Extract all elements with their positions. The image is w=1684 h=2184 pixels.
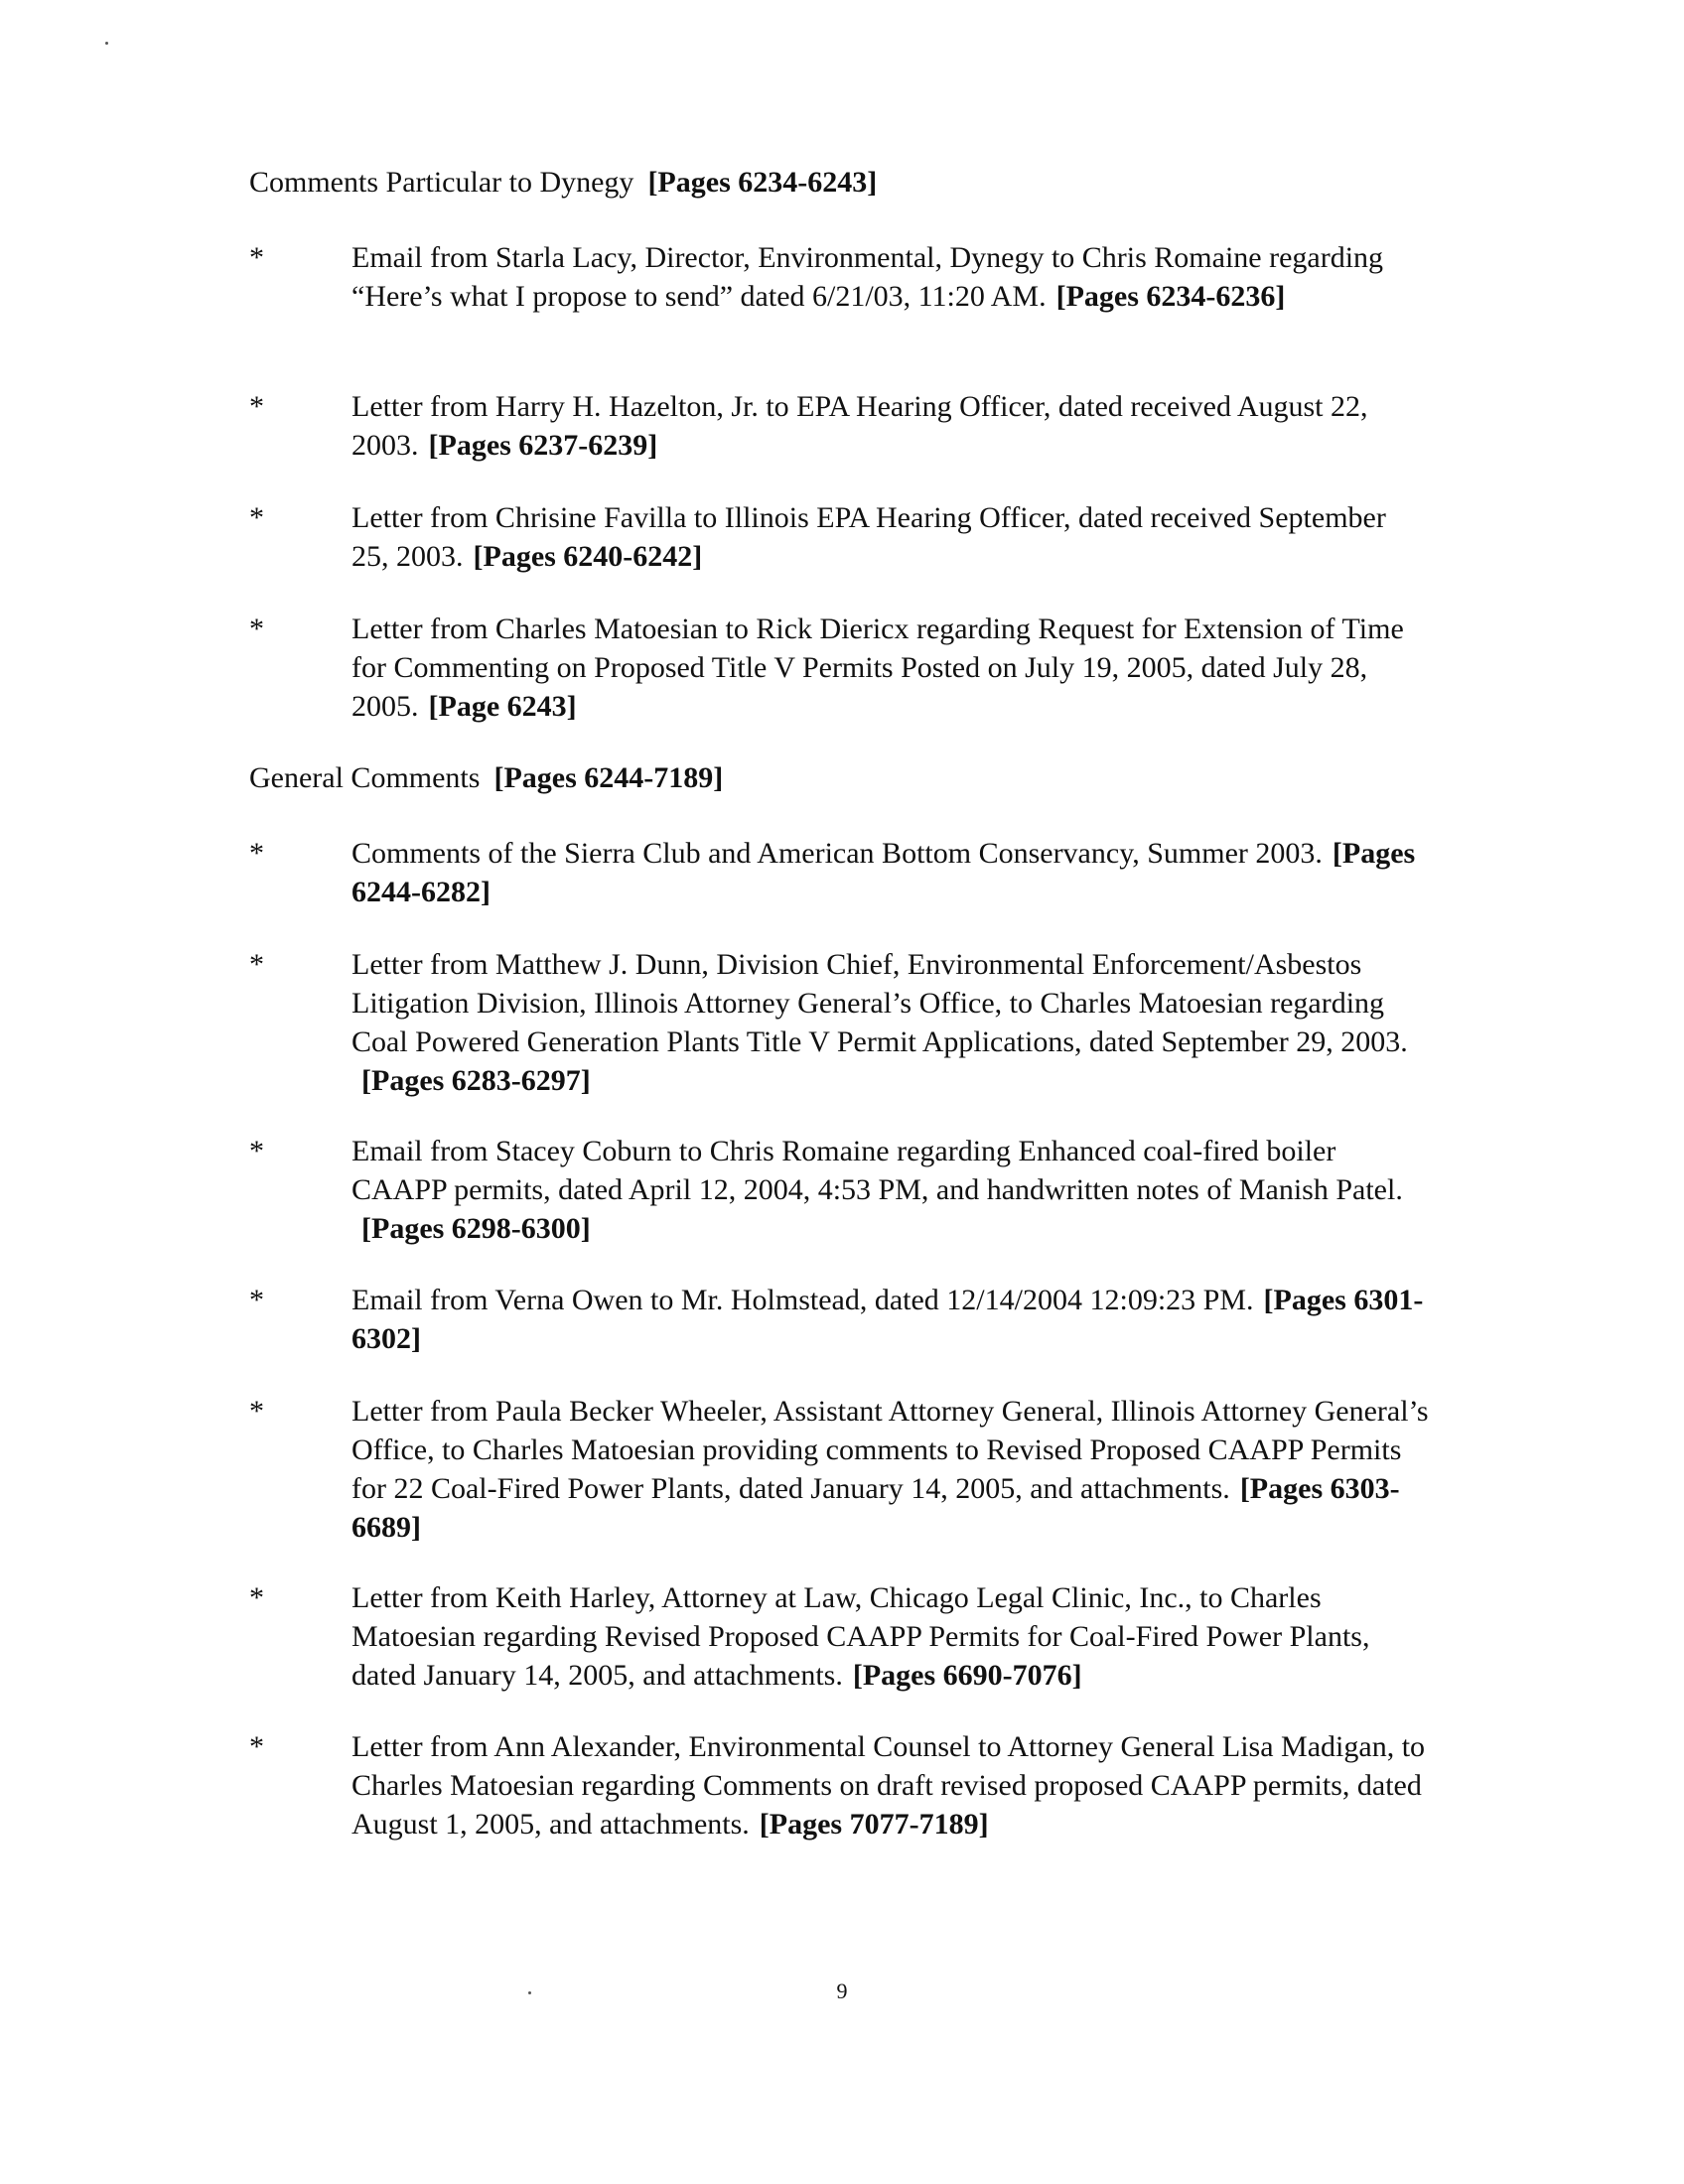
item-page-reference: [Pages 6303-6689] (351, 1472, 1400, 1544)
list-item-text (351, 1578, 1429, 1695)
bullet-asterisk: * (249, 1284, 264, 1316)
item-description: Comments of the Sierra Club and American Bottom Conservancy, Summer 2003. (351, 837, 1323, 870)
list-item-text (351, 1727, 1429, 1843)
list-item-text (351, 238, 1429, 316)
bullet-asterisk: * (249, 390, 264, 423)
section-heading-dynegy (249, 163, 877, 202)
page-number: 9 (836, 1979, 848, 2003)
bullet-asterisk: * (249, 1135, 264, 1167)
item-page-reference: [Page 6243] (428, 690, 577, 723)
scan-speck (105, 42, 108, 45)
item-page-reference: [Pages 6283-6297] (361, 1064, 591, 1097)
bullet-asterisk: * (249, 1730, 264, 1763)
item-description: Letter from Harry H. Hazelton, Jr. to EPA Hearing Officer, dated received August 22, 2003. (351, 390, 1368, 462)
section-heading-general (249, 758, 723, 797)
section-heading-text: Comments Particular to Dynegy (249, 166, 634, 199)
bullet-asterisk: * (249, 501, 264, 534)
item-description: Letter from Chrisine Favilla to Illinois EPA Hearing Officer, dated received September 25, 2003. (351, 501, 1386, 573)
list-item-text (351, 1281, 1429, 1358)
item-description: Letter from Charles Matoesian to Rick Diericx regarding Request for Extension of Time for Commenting on Proposed Title V Permits Posted on July 19, 2005, dated July 28, 2005. (351, 613, 1404, 723)
item-page-reference: [Pages 6240-6242] (473, 540, 703, 573)
section-page-reference: [Pages 6244-7189] (493, 761, 724, 794)
list-item-text (351, 1392, 1429, 1547)
item-description: Letter from Paula Becker Wheeler, Assistant Attorney General, Illinois Attorney General’s Office, to Charles Matoesian providing comments to Revised Proposed CAAPP Permits for 22 Coal-Fired Power Plants, dated January 14, 2005, and attachments. (351, 1395, 1429, 1505)
item-page-reference: [Pages 7077-7189] (759, 1808, 989, 1841)
bullet-asterisk: * (249, 1395, 264, 1428)
item-description: Email from Verna Owen to Mr. Holmstead, dated 12/14/2004 12:09:23 PM. (351, 1284, 1254, 1316)
scan-speck (528, 1991, 531, 1994)
list-item-text (351, 834, 1429, 911)
item-description: Letter from Ann Alexander, Environmental Counsel to Attorney General Lisa Madigan, to Charles Matoesian regarding Comments on draft revised proposed CAAPP permits, dated August 1, 2005, and attachments. (351, 1730, 1426, 1841)
list-item-text (351, 498, 1429, 576)
item-page-reference: [Pages 6244-6282] (351, 837, 1416, 908)
bullet-asterisk: * (249, 613, 264, 645)
section-page-reference: [Pages 6234-6243] (647, 166, 878, 199)
item-description: Letter from Keith Harley, Attorney at Law, Chicago Legal Clinic, Inc., to Charles Matoesian regarding Revised Proposed CAAPP Permits for Coal-Fired Power Plants, dated January 14, 2005, and attachments. (351, 1581, 1370, 1692)
list-item-text (351, 387, 1429, 465)
section-heading-text: General Comments (249, 761, 481, 794)
item-description: Letter from Matthew J. Dunn, Division Chief, Environmental Enforcement/Asbestos Litigation Division, Illinois Attorney General’s Office, to Charles Matoesian regarding Coal Powered Generation Plants Title V Permit Applications, dated September 29, 2003. (351, 948, 1408, 1058)
item-page-reference: [Pages 6298-6300] (361, 1212, 591, 1245)
item-page-reference: [Pages 6237-6239] (428, 429, 658, 462)
bullet-asterisk: * (249, 241, 264, 274)
bullet-asterisk: * (249, 948, 264, 981)
list-item-text (351, 1132, 1429, 1248)
bullet-asterisk: * (249, 1581, 264, 1614)
item-description: Email from Starla Lacy, Director, Environmental, Dynegy to Chris Romaine regarding “Here’s what I propose to send” dated 6/21/03, 11:20 AM. (351, 241, 1384, 313)
list-item-text (351, 610, 1429, 726)
item-page-reference: [Pages 6301-6302] (351, 1284, 1424, 1355)
item-description: Email from Stacey Coburn to Chris Romaine regarding Enhanced coal-fired boiler CAAPP permits, dated April 12, 2004, 4:53 PM, and handwritten notes of Manish Patel. (351, 1135, 1403, 1206)
bullet-asterisk: * (249, 837, 264, 870)
item-page-reference: [Pages 6690-7076] (852, 1659, 1082, 1692)
item-page-reference: [Pages 6234-6236] (1055, 280, 1286, 313)
list-item-text (351, 945, 1429, 1100)
